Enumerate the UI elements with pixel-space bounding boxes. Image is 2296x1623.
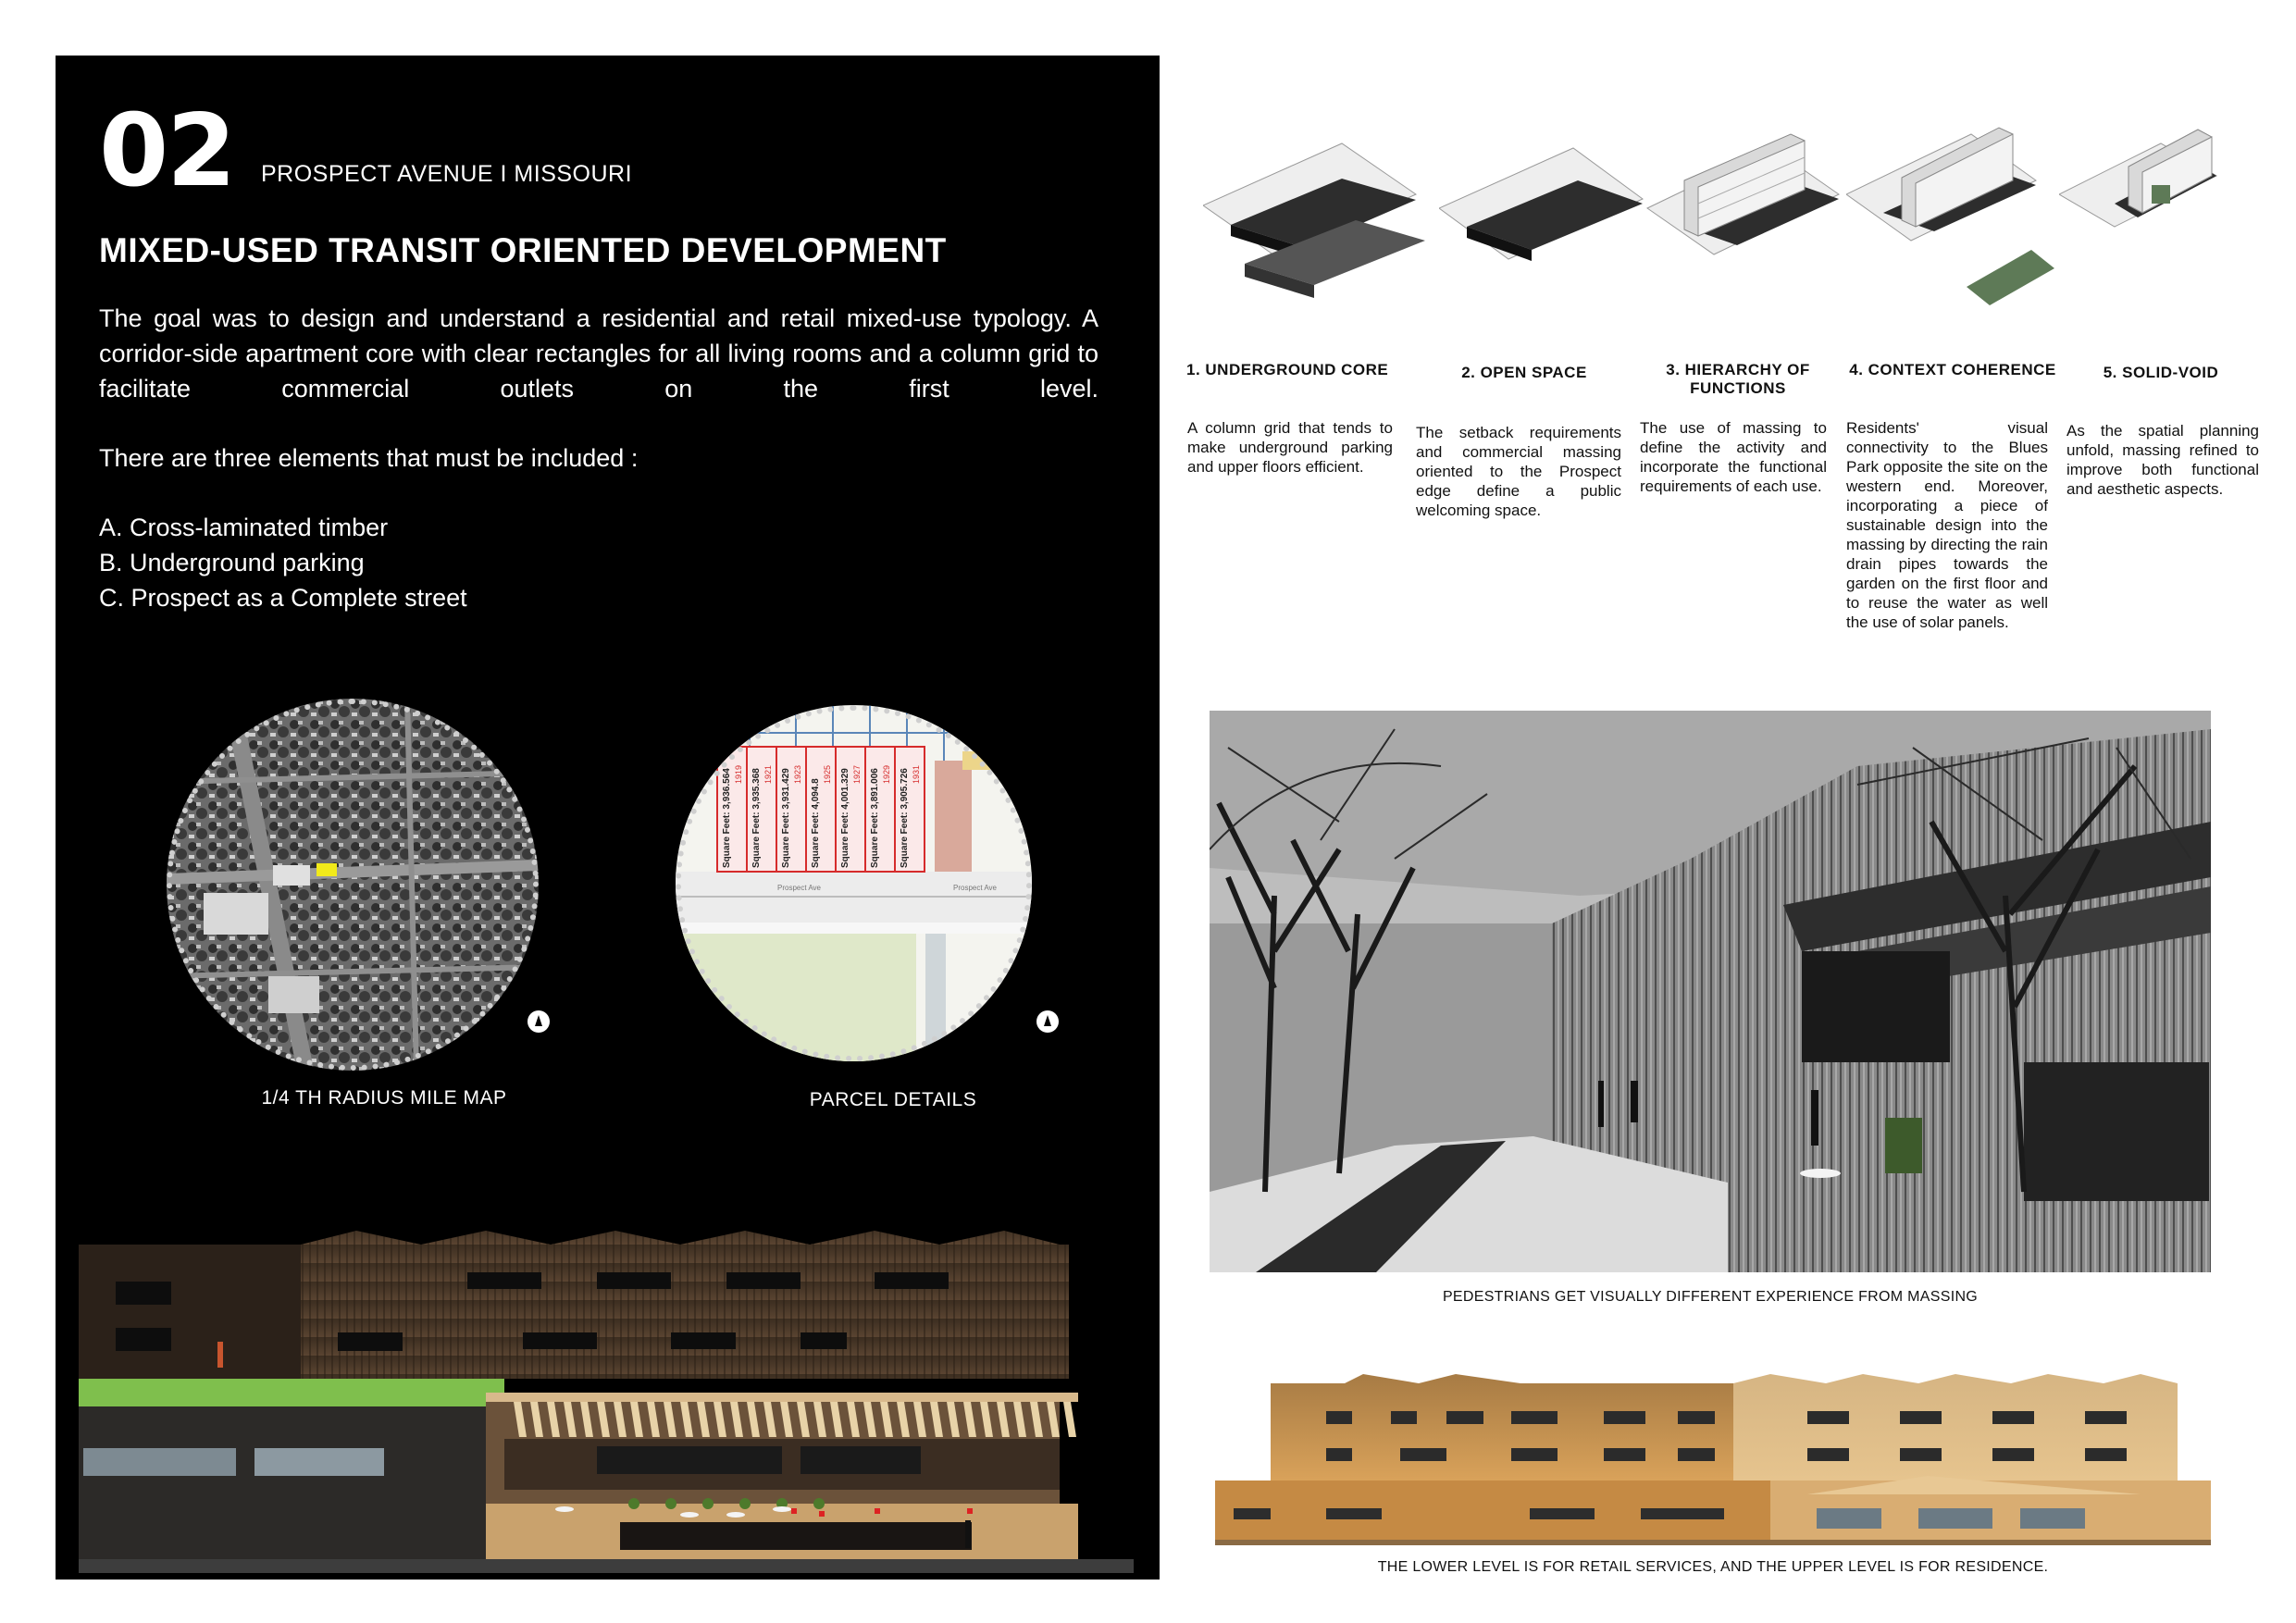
parcel-number-label: 1925 — [823, 764, 832, 784]
north-arrow-icon — [527, 1010, 550, 1033]
project-location: PROSPECT AVENUE I MISSOURI — [261, 161, 633, 187]
step-5-description: As the spatial planning unfold, massing refined to improve both functional and aesthetic aspects. — [2066, 422, 2259, 498]
element-item-a: A. Cross-laminated timber — [99, 514, 389, 541]
pedestrian-perspective-rendering — [1210, 711, 2211, 1272]
parcel-number-label: 1919 — [734, 764, 743, 784]
street-label-2: Prospect Ave — [953, 884, 997, 892]
step-2-title: 2. OPEN SPACE — [1461, 364, 1587, 381]
sheet-number: 02 — [99, 93, 235, 209]
elements-intro: There are three elements that must be included : — [99, 444, 639, 472]
parcel-area-label: Square Feet: 3,905.726 — [900, 768, 910, 868]
step-1-description: A column grid that tends to make underground parking and upper floors efficient. — [1187, 419, 1393, 476]
parcel-number-label: 1929 — [882, 764, 891, 784]
parcel-area-label: Square Feet: 3,931.429 — [781, 768, 791, 868]
parcel-number-label: 1923 — [793, 764, 802, 784]
parcel-area-label: Square Feet: 3,891.006 — [870, 768, 880, 868]
step-3-title: 3. HIERARCHY OF FUNCTIONS — [1666, 361, 1810, 397]
diagram-context-coherence — [1846, 120, 2054, 310]
parcel-area-label: Square Feet: 4,094.8 — [811, 778, 821, 868]
diagram-open-space — [1439, 139, 1652, 287]
element-item-c: C. Prospect as a Complete street — [99, 584, 467, 612]
diagram-underground-core — [1203, 139, 1425, 315]
diagram-hierarchy — [1643, 120, 1842, 278]
night-facade-rendering — [79, 1226, 1134, 1573]
parcel-number-label: 1927 — [852, 764, 862, 784]
street-label: Prospect Ave — [777, 884, 821, 892]
step-4-title: 4. CONTEXT COHERENCE — [1849, 361, 2056, 378]
elevation-caption: THE LOWER LEVEL IS FOR RETAIL SERVICES, AND THE UPPER LEVEL IS FOR RESIDENCE. — [1377, 1559, 2049, 1575]
parcel-area-label: Square Feet: 3,936.564 — [722, 768, 732, 868]
step-4-description: Residents' visual connectivity to the Blues Park opposite the site on the western end. Moreover, incorporating a piece of sustainable design into the massing by directing the rain drain pipes towards the garden on the first floor and to reuse the water as well the use of solar panels. — [1846, 419, 2048, 631]
garden-plot — [1967, 250, 2054, 305]
radius-map-border — [167, 699, 539, 1071]
step-2-description: The setback requirements and commercial massing oriented to the Prospect edge define a public welcoming space. — [1416, 424, 1621, 519]
facade-elevation-rendering — [1215, 1369, 2211, 1545]
diagram-solid-void — [2059, 120, 2226, 268]
perspective-caption: PEDESTRIANS GET VISUALLY DIFFERENT EXPERIENCE FROM MASSING — [1442, 1289, 1979, 1305]
radius-map-caption: 1/4 TH RADIUS MILE MAP — [261, 1087, 507, 1109]
project-title: MIXED-USED TRANSIT ORIENTED DEVELOPMENT — [99, 231, 947, 269]
element-item-b: B. Underground parking — [99, 549, 365, 576]
step-3-description: The use of massing to define the activity and incorporate the functional requirements of each use. — [1640, 419, 1827, 495]
project-description: The goal was to design and understand a residential and retail mixed-use typology. A corridor-side apartment core with clear rectangles for all living rooms and a column grid to facilitate commercial outlets on the first level. — [99, 304, 1098, 403]
parcel-area-label: Square Feet: 3,935.368 — [751, 768, 762, 868]
parcel-map-border — [676, 705, 1032, 1061]
parcel-number-label: 1921 — [763, 764, 773, 784]
left-panel — [56, 56, 1160, 1580]
north-arrow-icon-2 — [1036, 1010, 1059, 1033]
parcel-number-label: 1931 — [912, 764, 921, 784]
parcel-area-label: Square Feet: 4,001.329 — [840, 768, 850, 868]
parcel-caption: PARCEL DETAILS — [809, 1089, 977, 1110]
step-1-title: 1. UNDERGROUND CORE — [1186, 361, 1389, 378]
step-5-title: 5. SOLID-VOID — [2103, 364, 2219, 381]
